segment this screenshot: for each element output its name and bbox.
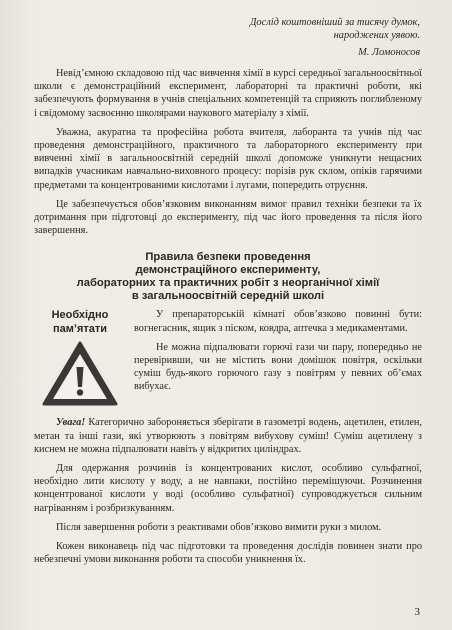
epigraph-line: Дослід коштовніший за тисячу думок, <box>249 17 420 28</box>
warning-block <box>34 308 422 410</box>
epigraph <box>34 16 420 59</box>
section-title-line: лабораторних та практичних робіт з неорганічної хімії <box>76 277 380 290</box>
epigraph-line: народжених уявою. <box>333 30 420 41</box>
section-title <box>34 251 422 303</box>
intro-paragraph: Невід’ємною складовою під час вивчення хімії в курсі середньої загальноосвітньої школи є демонстраційний експеримент, лабораторні та практичні роботи, які забезпечують формування в учнів спеціальних компетенцій та сприяють поглибленому і свідомому засвоєнню школярами наукового матеріалу з хімії. <box>34 68 422 119</box>
body-paragraph: Кожен виконавець під час підготовки та проведення дослідів повинен знати про небезпечні умови виконання роботи та способи уникнення їх. <box>34 541 422 566</box>
warning-title <box>34 308 126 336</box>
section-title-line: в загальноосвітній середній школі <box>131 290 325 303</box>
body-paragraph: Після завершення роботи з реактивами обов’язково вимити руки з милом. <box>56 521 382 533</box>
warning-title-line: пам’ятати <box>52 323 108 336</box>
warning-paragraph: Не можна підпалювати горючі гази чи пару, попередньо не перевіривши, чи не містить вони домішок повітря, оскільки суміш будь-якого горючого газу з повітрям у певних об’ємах вибухає. <box>134 341 422 393</box>
warning-title-line: Необхідно <box>51 309 109 322</box>
intro-paragraph: Це забезпечується обов’язковим виконанням вимог правил техніки безпеки та їх дотримання при підготовці до експерименту, під час його проведення та після його завершення. <box>34 198 422 237</box>
section-title-line: Правила безпеки проведення <box>145 251 311 264</box>
section-title-line: демонстраційного експерименту, <box>135 264 321 277</box>
warning-sidebar <box>34 308 126 408</box>
warning-triangle-icon <box>41 340 119 408</box>
page-number: 3 <box>414 606 420 618</box>
body-paragraph <box>34 416 422 456</box>
intro-paragraph: Уважна, акуратна та професійна робота вчителя, лаборанта та учнів під час проведення демонстраційного, практичного та лабораторного експерименту при вивченні хімії в загальноосвітній середній школі допоможе уникнути нещасних випадків учасникам навчально-виховного процесу: порізів рук склом, опіків гарячими предметами та концентрованими кислотами і лугами, попередить отруєння. <box>34 126 422 191</box>
attention-text: Категорично забороняється зберігати в газометрі водень, ацетилен, етилен, метан та інші гази, які утворюють з повітрям вибухову суміш! Суміш ацетилену з киснем не можна підпалювати навіть у відкритих циліндрах. <box>34 417 422 455</box>
epigraph-author: М. Ломоносов <box>358 47 420 58</box>
warning-paragraph: У препараторській кімнаті обов’язково повинні бути: вогнегасник, ящик з піском, ковдра, аптечка з медикаментами. <box>134 309 422 334</box>
attention-label: Увага! <box>56 417 86 429</box>
body-paragraph: Для одержання розчинів із концентрованих кислот, особливо сульфатної, необхідно лити кислоту у воду, а не навпаки, постійно перемішуючи. Розчинення концентрованої кислоти у воді (особливо сульфатної) супроводжується сильним нагріванням і розбризкуванням. <box>34 463 422 514</box>
